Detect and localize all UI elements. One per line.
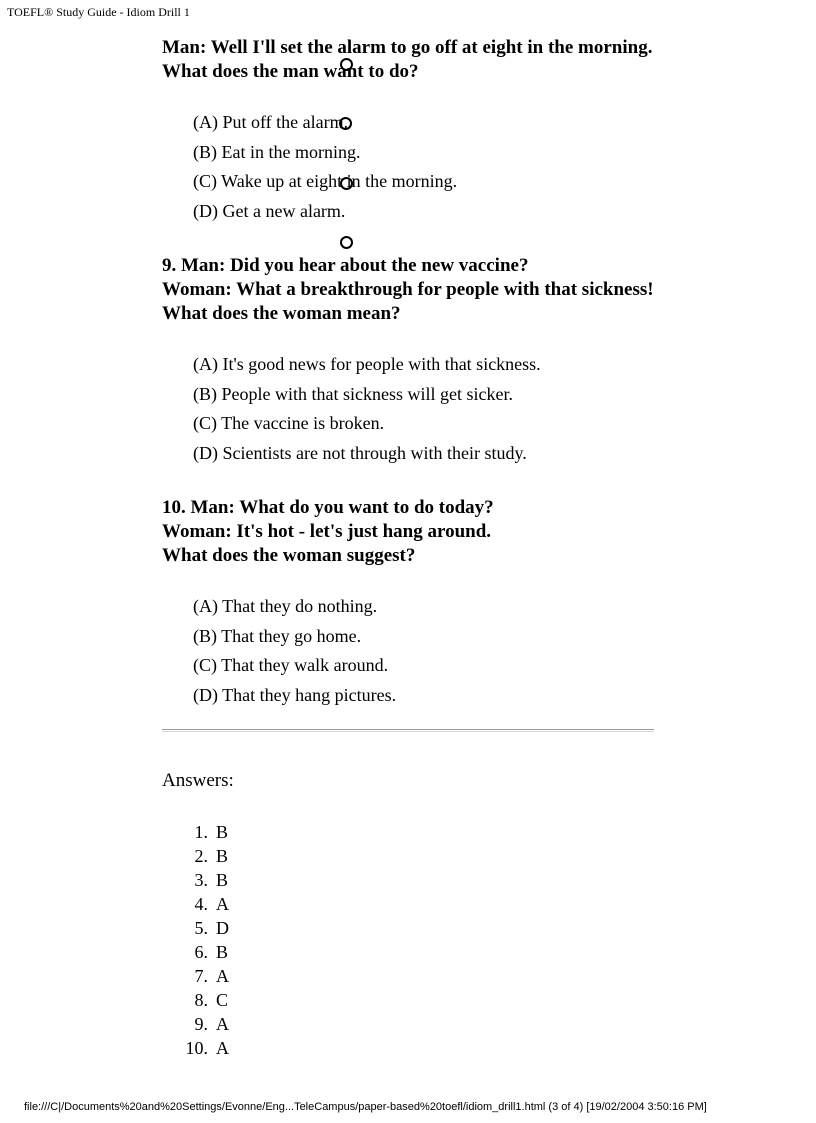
list-item: [180, 868, 229, 892]
answer-number: 2.: [194, 846, 208, 866]
page-footer-url: file:///C|/Documents%20and%20Settings/Evonne/Eng...TeleCampus/paper-based%20toefl/idiom_drill1.html (3 of 4) [19/02/2004 3:50:16 PM]: [24, 1101, 707, 1113]
option-c: (C) The vaccine is broken.: [193, 413, 385, 433]
answer-number: 6.: [194, 942, 208, 962]
answer-value: A: [216, 1038, 229, 1058]
list-item: [180, 940, 229, 964]
drill-content: [162, 36, 662, 710]
circle-cursor-icon: [340, 58, 353, 71]
option-d: (D) Scientists are not through with their study.: [193, 442, 527, 463]
option-a: (A) Put off the alarm.: [193, 112, 349, 132]
question-8-options: [193, 108, 662, 226]
question-10-prompt: [162, 496, 662, 568]
question-line: What does the woman suggest?: [162, 545, 416, 566]
list-item: [180, 916, 229, 940]
question-line: Woman: It's hot - let's just hang around.: [162, 521, 492, 542]
option-a: (A) That they do nothing.: [193, 596, 378, 616]
question-line: What does the man want to do?: [162, 61, 419, 82]
option-d: (D) Get a new alarm.: [193, 200, 346, 221]
answer-value: B: [216, 822, 229, 842]
answers-heading: Answers:: [162, 770, 234, 791]
answer-number: 7.: [194, 966, 208, 986]
question-line: Woman: What a breakthrough for people with that sickness!: [162, 279, 654, 300]
option-a: (A) It's good news for people with that sickness.: [193, 354, 541, 374]
option-c: (C) That they walk around.: [193, 655, 389, 675]
answer-value: C: [216, 990, 229, 1010]
answers-list: [180, 820, 229, 1060]
answer-number: 9.: [194, 1014, 208, 1034]
answer-number: 8.: [194, 990, 208, 1010]
question-line: Man: Well I'll set the alarm to go off at eight in the morning.: [162, 37, 653, 58]
answer-number: 5.: [194, 918, 208, 938]
answer-value: B: [216, 942, 229, 962]
circle-cursor-icon: [340, 177, 353, 190]
answer-value: A: [216, 966, 229, 986]
option-b: (B) That they go home.: [193, 625, 362, 646]
answer-value: D: [216, 918, 229, 938]
list-item: [180, 1012, 229, 1036]
answer-number: 3.: [194, 870, 208, 890]
list-item: [180, 988, 229, 1012]
horizontal-divider: [162, 729, 654, 732]
list-item: [180, 964, 229, 988]
answer-value: A: [216, 1014, 229, 1034]
question-line: 10. Man: What do you want to do today?: [162, 497, 494, 518]
option-b: (B) People with that sickness will get sicker.: [193, 383, 513, 404]
circle-cursor-icon: [340, 236, 353, 249]
answer-value: B: [216, 870, 229, 890]
question-9-prompt: [162, 254, 662, 326]
question-10-options: [193, 592, 662, 710]
option-c: (C) Wake up at eight in the morning.: [193, 171, 458, 191]
list-item: [180, 892, 229, 916]
list-item: [180, 820, 229, 844]
option-d: (D) That they hang pictures.: [193, 684, 397, 705]
option-b: (B) Eat in the morning.: [193, 141, 361, 162]
list-item: [180, 1036, 229, 1060]
question-line: What does the woman mean?: [162, 303, 401, 324]
answer-number: 4.: [194, 894, 208, 914]
question-line: 9. Man: Did you hear about the new vaccine?: [162, 255, 529, 276]
answer-number: 1.: [194, 822, 208, 842]
circle-cursor-icon: [339, 117, 352, 130]
answer-number: 10.: [185, 1038, 208, 1058]
answer-value: A: [216, 894, 229, 914]
list-item: [180, 844, 229, 868]
page-header-title: TOEFL® Study Guide - Idiom Drill 1: [7, 5, 190, 19]
answer-value: B: [216, 846, 229, 866]
question-9-options: [193, 350, 662, 468]
question-8-prompt: [162, 36, 662, 84]
